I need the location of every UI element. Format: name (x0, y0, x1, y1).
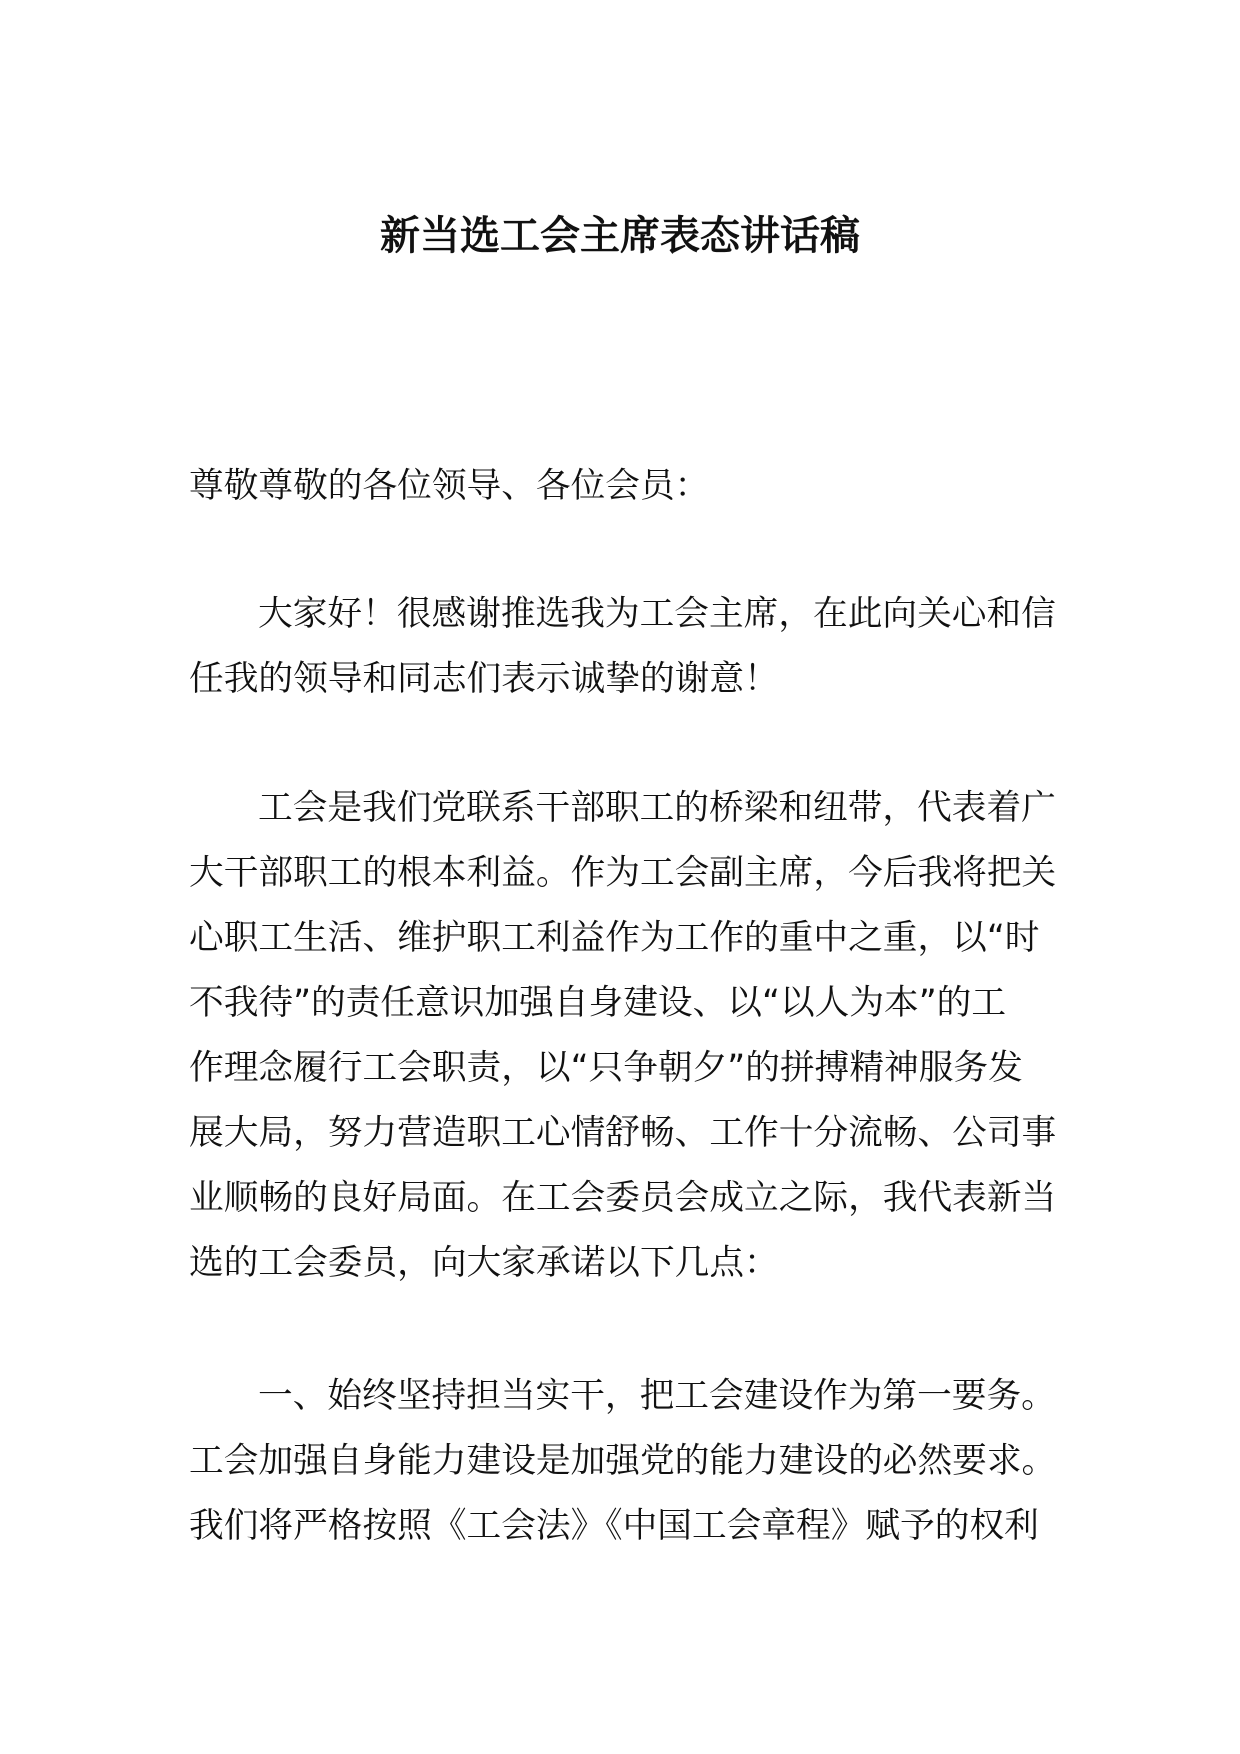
paragraph-line: 选的工会委员，向大家承诺以下几点： (189, 1243, 779, 1283)
paragraph-line: 一、始终坚持担当实干，把工会建设作为第一要务。 (258, 1376, 1056, 1416)
paragraph-line: 大干部职工的根本利益。作为工会副主席，今后我将把关 (189, 853, 1057, 893)
paragraph-line: 任我的领导和同志们表示诚挚的谢意！ (189, 659, 779, 699)
salutation: 尊敬尊敬的各位领导、各位会员： (189, 466, 710, 506)
paragraph-line: 业顺畅的良好局面。在工会委员会成立之际，我代表新当 (189, 1178, 1057, 1218)
document-title: 新当选工会主席表态讲话稿 (380, 213, 860, 259)
paragraph-line: 展大局，努力营造职工心情舒畅、工作十分流畅、公司事 (189, 1113, 1057, 1153)
paragraph-line: 工会是我们党联系干部职工的桥梁和纽带，代表着广 (258, 788, 1056, 828)
paragraph-line: 大家好！很感谢推选我为工会主席，在此向关心和信 (258, 594, 1056, 634)
paragraph-line: 心职工生活、维护职工利益作为工作的重中之重，以“时 (189, 918, 1040, 958)
paragraph-line: 不我待”的责任意识加强自身建设、以“以人为本”的工 (189, 983, 1007, 1023)
paragraph-line: 工会加强自身能力建设是加强党的能力建设的必然要求。 (189, 1441, 1057, 1481)
paragraph-line: 我们将严格按照《工会法》《中国工会章程》赋予的权利 (189, 1506, 1039, 1546)
paragraph-line: 作理念履行工会职责，以“只争朝夕”的拼搏精神服务发 (189, 1048, 1023, 1088)
